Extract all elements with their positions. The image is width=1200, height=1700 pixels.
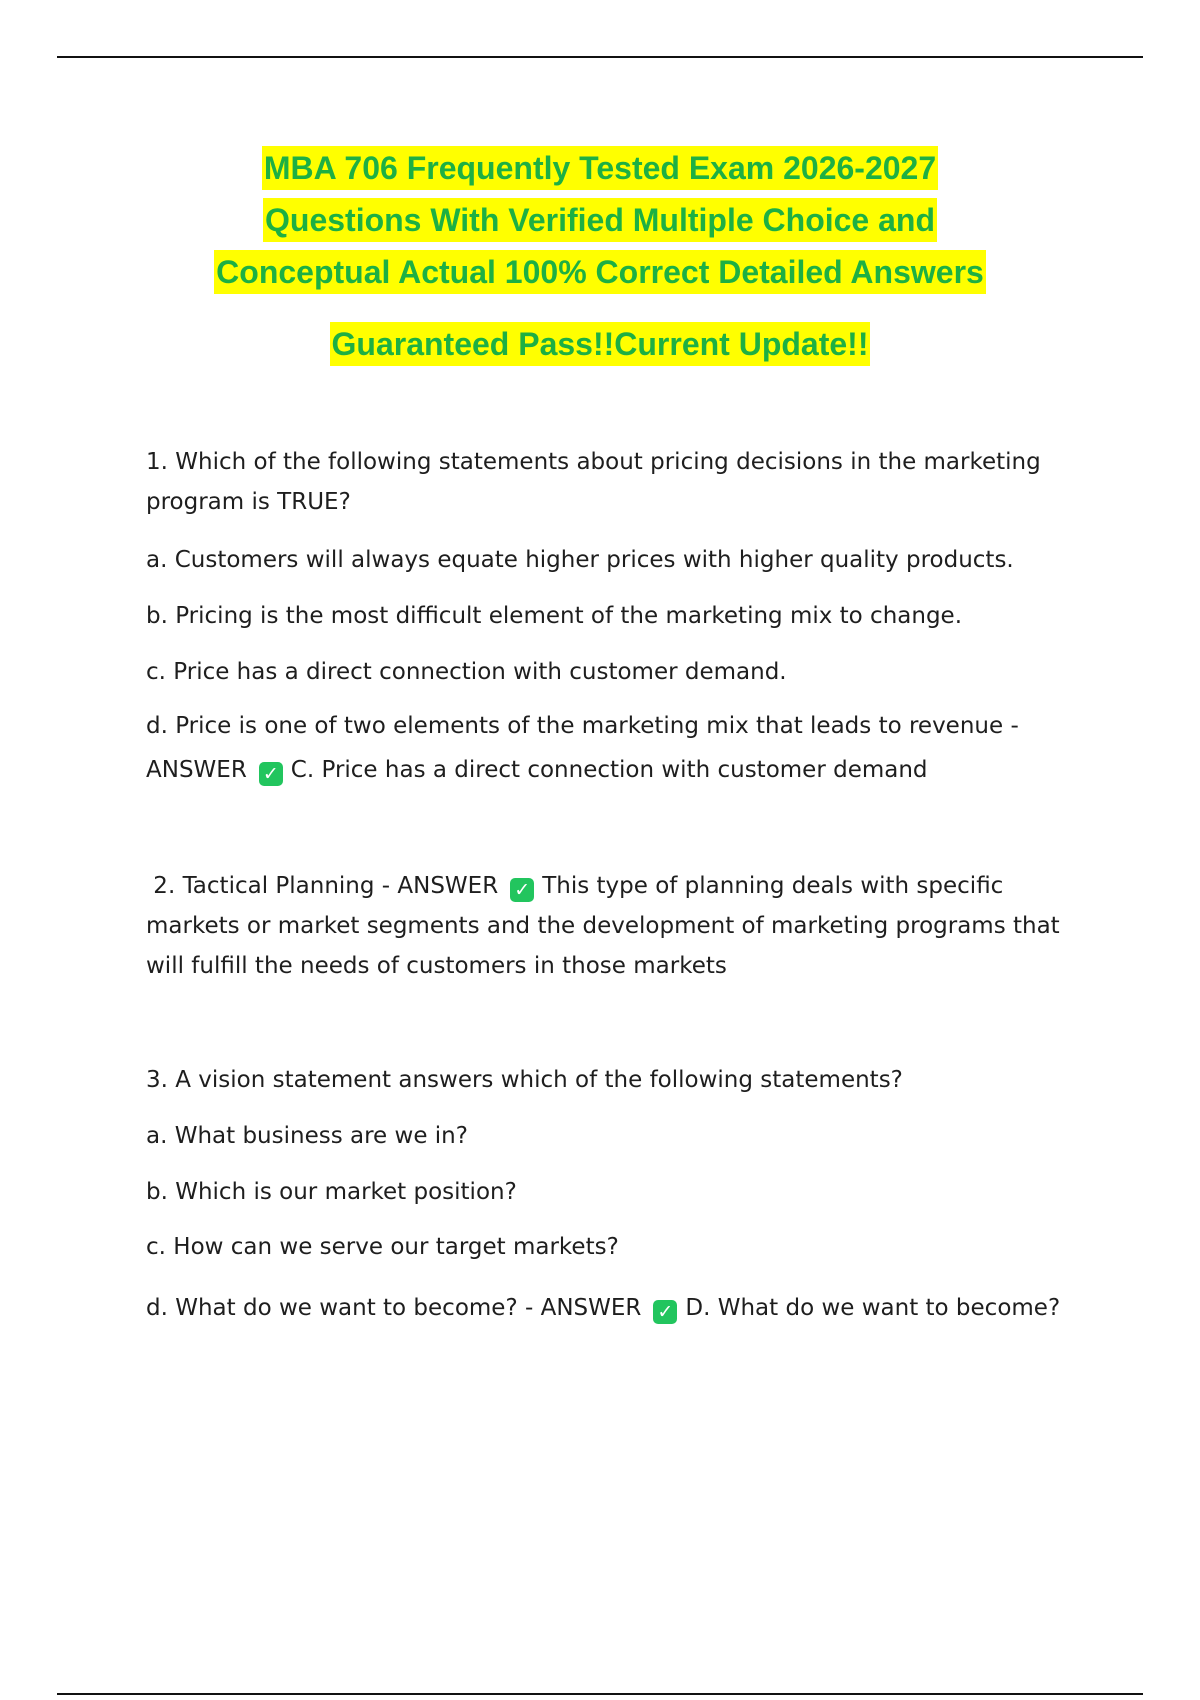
- question-3-stem: 3. A vision statement answers which of the following statements?: [146, 1067, 903, 1093]
- bottom-rule: [57, 1693, 1143, 1695]
- question-3-answer-text: D. What do we want to become?: [685, 1295, 1061, 1321]
- question-3-option-d-text: d. What do we want to become? - ANSWER: [146, 1295, 642, 1321]
- check-box-icon: ✓: [653, 1300, 677, 1324]
- question-2-answer-line-3: will fulfill the needs of customers in those markets: [146, 953, 727, 979]
- question-1-option-a: a. Customers will always equate higher prices with higher quality products.: [146, 547, 1014, 573]
- question-2-prefix: 2. Tactical Planning - ANSWER: [146, 873, 499, 899]
- question-2-answer-line-1: This type of planning deals with specific: [542, 873, 1004, 899]
- question-1-answer: [146, 750, 1086, 790]
- question-1-answer-label: ANSWER: [146, 757, 247, 783]
- question-1-stem-line-2: program is TRUE?: [146, 489, 351, 515]
- question-3-option-c: c. How can we serve our target markets?: [146, 1234, 619, 1260]
- check-box-icon: ✓: [510, 878, 534, 902]
- question-1-option-d: d. Price is one of two elements of the marketing mix that leads to revenue -: [146, 713, 1019, 739]
- question-3-option-d: [146, 1288, 1086, 1328]
- question-1-option-b: b. Pricing is the most difficult element of the marketing mix to change.: [146, 603, 963, 629]
- question-1-option-c: c. Price has a direct connection with customer demand.: [146, 659, 787, 685]
- question-1-stem-line-1: 1. Which of the following statements about pricing decisions in the marketing: [146, 449, 1041, 475]
- title-line-1: MBA 706 Frequently Tested Exam 2026-2027: [262, 146, 938, 190]
- title-line-4: Guaranteed Pass!!Current Update!!: [330, 322, 871, 366]
- title-line-3: Conceptual Actual 100% Correct Detailed Answers: [214, 250, 986, 294]
- title-line-2: Questions With Verified Multiple Choice and: [263, 198, 937, 242]
- question-1-answer-text: C. Price has a direct connection with customer demand: [290, 757, 928, 783]
- question-3-option-b: b. Which is our market position?: [146, 1179, 517, 1205]
- question-3-option-a: a. What business are we in?: [146, 1123, 468, 1149]
- check-box-icon: ✓: [259, 762, 283, 786]
- question-2-line-1: [146, 866, 1086, 906]
- question-2-answer-line-2: markets or market segments and the development of marketing programs that: [146, 913, 1060, 939]
